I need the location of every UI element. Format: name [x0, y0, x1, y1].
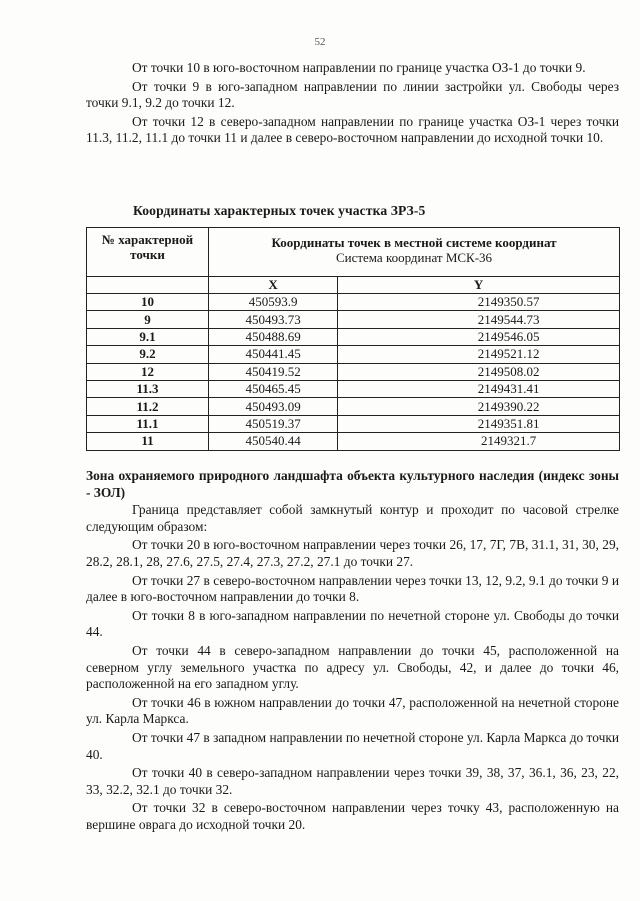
y-cell: 2149350.57: [338, 294, 620, 311]
zone-heading: Зона охраняемого природного ландшафта объекта культурного наследия (индекс зоны - ЗОЛ): [86, 468, 619, 500]
y-cell: 2149521.12: [338, 346, 620, 363]
zone-section: [86, 468, 619, 835]
point-cell: 11.2: [87, 398, 209, 415]
coordinates-table: [86, 227, 620, 451]
x-cell: 450441.45: [209, 346, 338, 363]
y-cell: 2149431.41: [338, 380, 620, 397]
coord-system-label: Система координат МСК-36: [335, 250, 493, 265]
point-column-header: № характерной точки: [87, 228, 209, 277]
point-cell: 10: [87, 294, 209, 311]
table-row: [87, 346, 620, 363]
y-cell: 2149544.73: [338, 311, 620, 328]
empty-header-cell: [87, 277, 209, 294]
table-row: [87, 433, 620, 450]
table-row: [87, 380, 620, 397]
x-cell: 450493.73: [209, 311, 338, 328]
intro-paragraph: От точки 10 в юго-восточном направлении по границе участка ОЗ-1 до точки 9.: [132, 60, 586, 75]
zone-paragraph: От точки 8 в юго-западном направлении по нечетной стороне ул. Свободы до точки 44.: [86, 607, 619, 640]
y-cell: 2149546.05: [338, 328, 620, 345]
table-title: Координаты характерных точек участка ЗРЗ-5: [133, 203, 426, 218]
x-cell: 450493.09: [209, 398, 338, 415]
coords-column-header: [209, 228, 620, 277]
zone-paragraph: От точки 32 в северо-восточном направлении через точку 43, расположенную на вершине оврага до исходной точки 20.: [86, 800, 619, 832]
zone-paragraph: От точки 46 в южном направлении до точки 47, расположенной на нечетной стороне ул. Карла Маркса.: [86, 694, 619, 727]
page-number: 52: [314, 36, 326, 48]
table-row: [87, 415, 620, 432]
coordinates-table-body: [87, 294, 620, 451]
x-column-header: X: [209, 277, 338, 294]
point-cell: 9.1: [87, 328, 209, 345]
intro-section: [86, 60, 619, 149]
zone-paragraph: От точки 40 в северо-западном направлении через точки 39, 38, 37, 36.1, 36, 23, 22, 33, 32.2, 32.1 до точки 32.: [86, 765, 619, 797]
x-cell: 450488.69: [209, 328, 338, 345]
x-cell: 450593.9: [209, 294, 338, 311]
point-cell: 11.1: [87, 415, 209, 432]
table-row: [87, 398, 620, 415]
point-cell: 9.2: [87, 346, 209, 363]
point-cell: 11.3: [87, 380, 209, 397]
y-cell: 2149351.81: [338, 415, 620, 432]
zone-paragraph: От точки 20 в юго-восточном направлении через точки 26, 17, 7Г, 7В, 31.1, 31, 30, 29, 28.2, 28.1, 28, 27.6, 27.5, 27.4, 27.3, 27.2, 27.1 до точки 27.: [86, 537, 619, 569]
y-cell: 2149390.22: [338, 398, 620, 415]
intro-paragraph: От точки 9 в юго-западном направлении по линии застройки ул. Свободы через точки 9.1, 9.2 до точки 12.: [86, 78, 619, 111]
x-cell: 450419.52: [209, 363, 338, 380]
zone-paragraph: Граница представляет собой замкнутый контур и проходит по часовой стрелке следующим образом:: [86, 502, 619, 534]
point-cell: 12: [87, 363, 209, 380]
y-cell: 2149321.7: [338, 433, 620, 450]
coords-header-title: Координаты точек в местной системе координат: [271, 235, 557, 250]
y-column-header: Y: [338, 277, 620, 294]
zone-paragraph: От точки 27 в северо-восточном направлении через точки 13, 12, 9.2, 9.1 до точки 9 и далее в юго-восточном направлении до точки 8.: [86, 572, 619, 605]
zone-paragraph: От точки 44 в северо-западном направлении до точки 45, расположенной на северном углу земельного участка по адресу ул. Свободы, 42, и далее до точки 46, расположенной на его западном углу.: [86, 642, 619, 692]
table-row: [87, 328, 620, 345]
table-row: [87, 311, 620, 328]
point-cell: 11: [87, 433, 209, 450]
table-row: [87, 363, 620, 380]
intro-paragraph: От точки 12 в северо-западном направлении по границе участка ОЗ-1 через точки 11.3, 11.2, 11.1 до точки 11 и далее в северо-восточном направлении до исходной точки 10.: [86, 113, 619, 146]
x-cell: 450465.45: [209, 380, 338, 397]
x-cell: 450519.37: [209, 415, 338, 432]
y-cell: 2149508.02: [338, 363, 620, 380]
zone-paragraph: От точки 47 в западном направлении по нечетной стороне ул. Карла Маркса до точки 40.: [86, 729, 619, 762]
table-row: [87, 294, 620, 311]
point-cell: 9: [87, 311, 209, 328]
x-cell: 450540.44: [209, 433, 338, 450]
